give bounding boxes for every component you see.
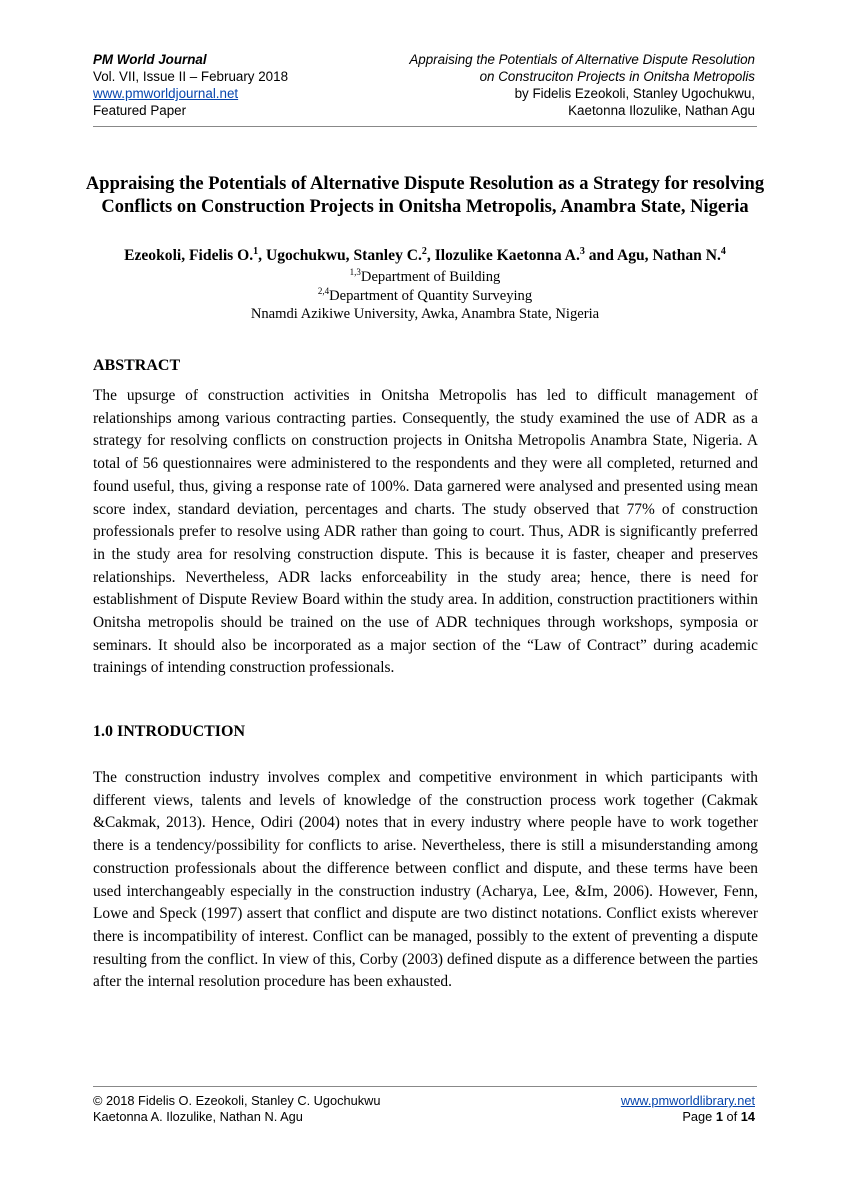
- copyright-line-2: Kaetonna A. Ilozulike, Nathan N. Agu: [93, 1108, 303, 1124]
- author-superscript: 3: [579, 245, 585, 257]
- author-separator: ,: [258, 247, 266, 264]
- running-authors-line-1: by Fidelis Ezeokoli, Stanley Ugochukwu,: [514, 86, 755, 101]
- affiliation-superscript: 2,4: [317, 286, 330, 297]
- page-of: of: [726, 1108, 738, 1124]
- running-title-line-1: Appraising the Potentials of Alternative Dispute Resolution: [409, 52, 755, 67]
- affiliation-university: Nnamdi Azikiwe University, Awka, Anambra State, Nigeria: [250, 306, 600, 322]
- abstract-heading: ABSTRACT: [93, 357, 181, 374]
- running-title-line-2: on Construciton Projects in Onitsha Metropolis: [479, 69, 755, 84]
- header-divider: [93, 126, 757, 127]
- copyright-line-1: © 2018 Fidelis O. Ezeokoli, Stanley C. Ugochukwu: [93, 1093, 381, 1108]
- journal-name: PM World Journal: [93, 52, 207, 67]
- affiliation-quantity-surveying: [80, 287, 770, 305]
- page-header: [93, 51, 755, 121]
- affiliation-dept: Department of Building: [360, 269, 501, 285]
- affiliation-dept: Department of Quantity Surveying: [329, 288, 533, 304]
- header-right: [409, 51, 755, 119]
- author-list: [80, 246, 770, 266]
- author-superscript: 2: [421, 245, 427, 257]
- footer-divider: [93, 1086, 757, 1087]
- author-separator: and: [584, 247, 617, 264]
- footer-left: [93, 1093, 381, 1124]
- journal-url-link[interactable]: www.pmworldjournal.net: [93, 86, 239, 101]
- header-left: [93, 51, 288, 119]
- abstract-text: The upsurge of construction activities in Onitsha Metropolis has led to difficult management of relationships among various contracting parties. Consequently, the study examined the use of ADR as a strategy for resolving conflicts on construction projects in Onitsha Metropolis Anambra State, Nigeria. A total of 56 questionnaires were administered to the respondents and they were all completed, returned and found useful, thus, giving a response rate of 100%. Data garnered were analysed and presented using mean score index, standard deviation, percentages and charts. The study observed that 77% of construction professionals prefer to resolve using ADR rather than going to court. Thus, ADR is significantly preferred in the study area for resolving construction dispute. This is because it is faster, cheaper and preserves relationships. Nevertheless, ADR lacks enforceability in the study area; hence, there is need for establishment of Dispute Review Board within the study area. In addition, construction practitioners within Onitsha metropolis should be trained on the use of ADR techniques through workshops, symposia or seminars. It should also be incorporated as a major section of the “Law of Contract” during academic trainings of intending construction professionals.: [93, 387, 758, 677]
- running-authors-line-2: Kaetonna Ilozulike, Nathan Agu: [568, 103, 755, 118]
- author-superscript: 4: [720, 245, 726, 257]
- affiliation-building: [80, 268, 770, 286]
- introduction-heading: 1.0 INTRODUCTION: [93, 723, 246, 740]
- journal-issue: Vol. VII, Issue II – February 2018: [93, 69, 289, 84]
- author-name: Agu, Nathan N.: [616, 247, 721, 264]
- author-name: Ugochukwu, Stanley C.: [265, 247, 422, 264]
- author-separator: ,: [426, 247, 435, 264]
- introduction-text: The construction industry involves complex and competitive environment in which participants with different views, talents and levels of knowledge of the construction process work together (Cakmak &Cakmak, 2013). Hence, Odiri (2004) notes that in every industry where people have to work together there is a tendency/possibility for conflicts to arise. Nevertheless, there is still a misunderstanding among construction professionals about the difference between conflict and dispute, and these terms have been used interchangeably especially in the construction industry (Acharya, Lee, &Im, 2006). However, Fenn, Lowe and Speck (1997) assert that conflict and dispute are two distinct notations. Conflict exists wherever there is incompatibility of interest. Conflict can be managed, possibly to the extent of preventing a dispute resulting from the conflict. In view of this, Corby (2003) defined dispute as a difference between the parties after the internal resolution procedure has been exhausted.: [93, 769, 758, 991]
- author-name: Ezeokoli, Fidelis O.: [124, 247, 254, 264]
- library-url-link[interactable]: www.pmworldlibrary.net: [620, 1093, 755, 1108]
- footer-right: [621, 1093, 755, 1124]
- author-name: Ilozulike Kaetonna A.: [434, 247, 580, 264]
- page-number: [621, 1109, 755, 1125]
- page-total: 14: [740, 1108, 755, 1124]
- affiliation-superscript: 1,3: [349, 267, 361, 278]
- page-label: Page: [682, 1108, 713, 1124]
- author-superscript: 1: [253, 245, 259, 257]
- paper-title: Appraising the Potentials of Alternative Dispute Resolution as a Strategy for resolving Conflicts on Construction Projects in Onitsha Metropolis, Anambra State, Nigeria: [85, 174, 765, 217]
- paper-type: Featured Paper: [93, 103, 187, 118]
- page-current: 1: [715, 1108, 723, 1124]
